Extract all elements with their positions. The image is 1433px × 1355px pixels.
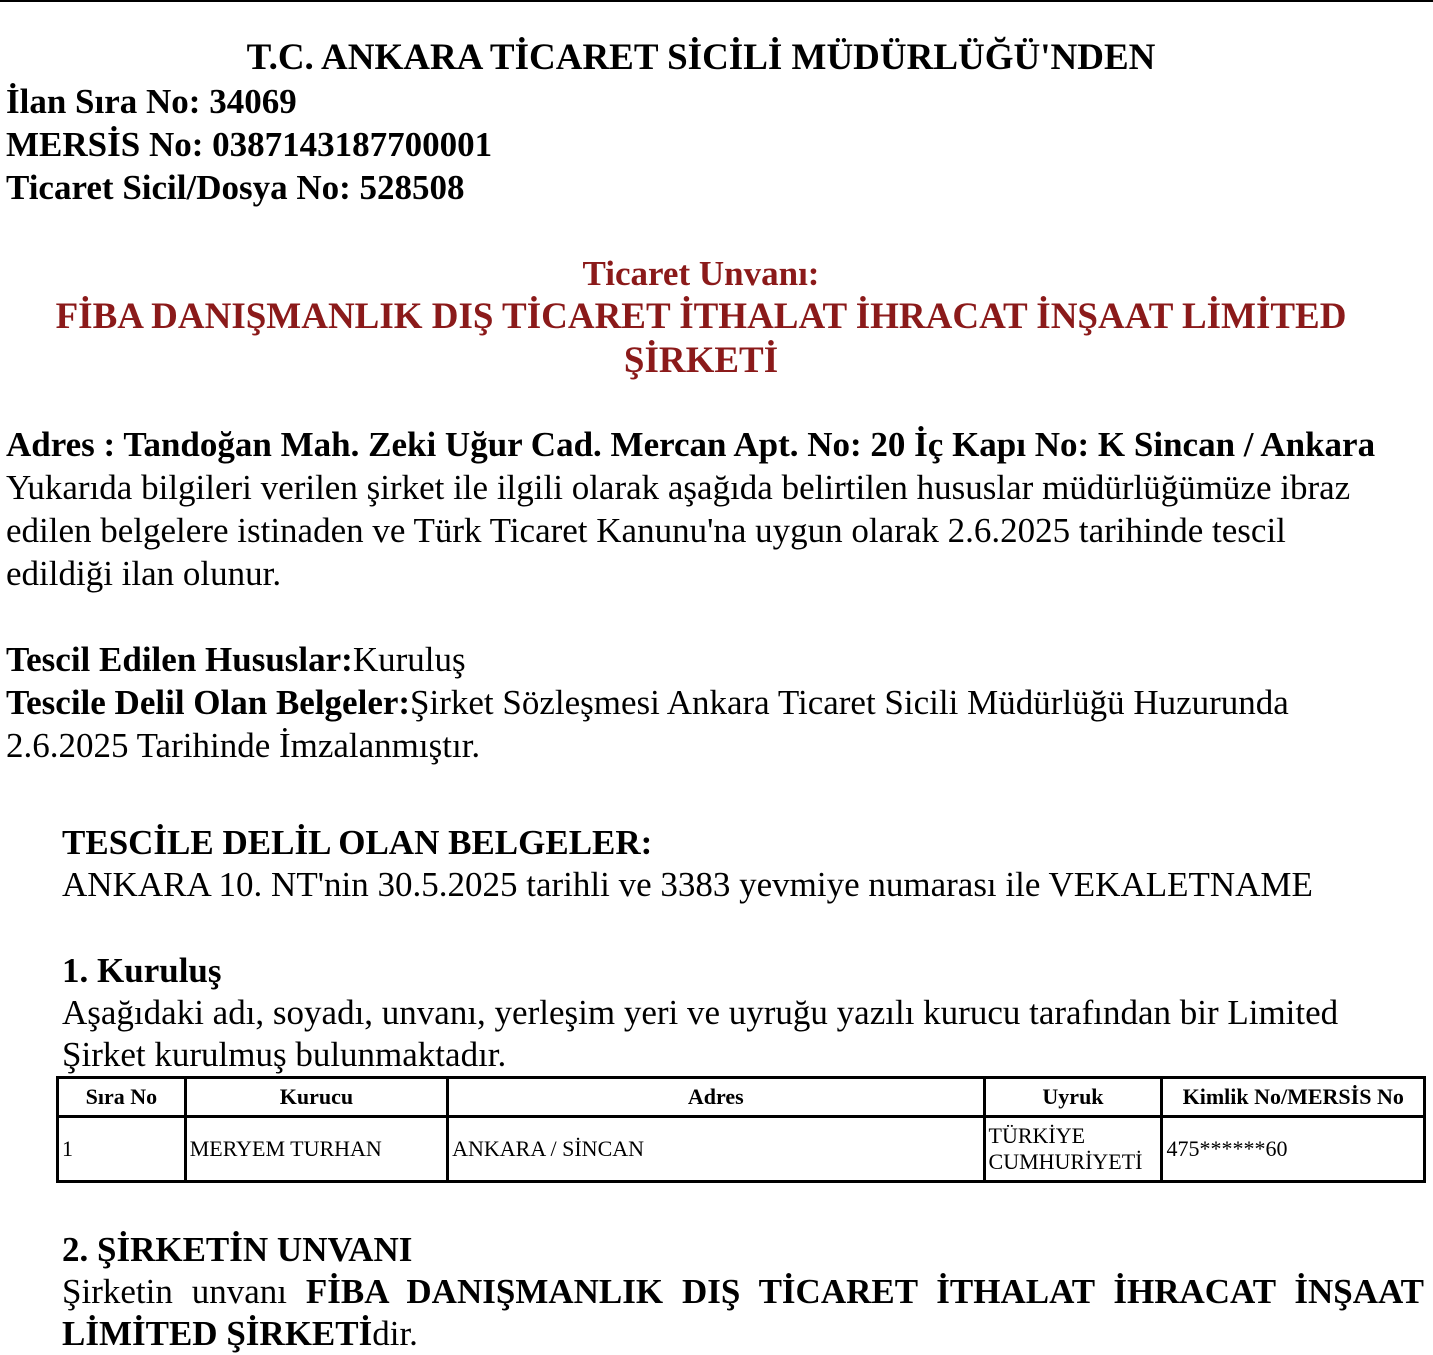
registered-matters-label: Tescil Edilen Hususlar: bbox=[6, 640, 353, 679]
section1-text: Aşağıdaki adı, soyadı, unvanı, yerleşim yeri ve uyruğu yazılı kurucu tarafından bir Limited Şirket kurulmuş bulunmaktadır. bbox=[62, 993, 1339, 1074]
sicil-no: Ticaret Sicil/Dosya No: 528508 bbox=[6, 168, 465, 207]
section2-text bbox=[62, 1271, 1424, 1355]
documents-section bbox=[62, 822, 1424, 906]
founders-table-wrap bbox=[56, 1076, 1426, 1183]
section2-title: 2. ŞİRKETİN UNVANI bbox=[62, 1230, 413, 1269]
col-header-sira: Sıra No bbox=[58, 1078, 186, 1117]
evidence-documents bbox=[6, 681, 1401, 767]
documents-text: ANKARA 10. NT'nin 30.5.2025 tarihli ve 3383 yevmiye numarası ile VEKALETNAME bbox=[62, 865, 1313, 904]
section-kurulus bbox=[62, 950, 1424, 1076]
section2-prefix: Şirketin unvanı bbox=[62, 1272, 306, 1311]
cell-adres: ANKARA / SİNCAN bbox=[448, 1117, 984, 1182]
evidence-value: Şirket Sözleşmesi Ankara Ticaret Sicili Müdürlüğü Huzurunda 2.6.2025 Tarihinde İmzalanmıştır. bbox=[6, 683, 1289, 765]
section-unvan bbox=[62, 1229, 1424, 1355]
cell-kimlik: 475******60 bbox=[1162, 1117, 1425, 1182]
company-name-line1: FİBA DANIŞMANLIK DIŞ TİCARET İTHALAT İHRACAT İNŞAAT LİMİTED bbox=[55, 296, 1347, 337]
cell-sira: 1 bbox=[58, 1117, 186, 1182]
company-name-line2: ŞİRKETİ bbox=[623, 340, 779, 381]
cell-uyruk: TÜRKİYE CUMHURİYETİ bbox=[984, 1117, 1162, 1182]
ilan-sira-no: İlan Sıra No: 34069 bbox=[6, 82, 297, 121]
mersis-no: MERSİS No: 0387143187700001 bbox=[6, 125, 493, 164]
section1-title: 1. Kuruluş bbox=[62, 951, 222, 990]
top-rule bbox=[0, 0, 1433, 2]
section2-company-name: FİBA DANIŞMANLIK DIŞ TİCARET İTHALAT İHRACAT İNŞAAT LİMİTED ŞİRKETİ bbox=[62, 1272, 1424, 1353]
evidence-label: Tescile Delil Olan Belgeler: bbox=[6, 683, 411, 722]
cell-kurucu: MERYEM TURHAN bbox=[185, 1117, 447, 1182]
registered-matters bbox=[6, 638, 1401, 681]
intro-paragraph: Yukarıda bilgileri verilen şirket ile ilgili olarak aşağıda belirtilen hususlar müdürlüğümüze ibraz edilen belgelere istinaden ve Türk Ticaret Kanunu'na uygun olarak 2.6.2025 tarihinde tescil edildiği ilan olunur. bbox=[6, 468, 1351, 593]
col-header-adres: Adres bbox=[448, 1078, 984, 1117]
registered-matters-value: Kuruluş bbox=[352, 640, 466, 679]
table-row bbox=[58, 1117, 1425, 1182]
founders-table bbox=[56, 1076, 1426, 1183]
documents-title: TESCİLE DELİL OLAN BELGELER: bbox=[62, 823, 653, 862]
col-header-uyruk: Uyruk bbox=[984, 1078, 1162, 1117]
col-header-kimlik: Kimlik No/MERSİS No bbox=[1162, 1078, 1425, 1117]
table-header-row bbox=[58, 1078, 1425, 1117]
company-label: Ticaret Unvanı: bbox=[582, 254, 820, 293]
announcement-document bbox=[6, 36, 1426, 767]
registry-title: T.C. ANKARA TİCARET SİCİLİ MÜDÜRLÜĞÜ'NDEN bbox=[246, 37, 1156, 78]
col-header-kurucu: Kurucu bbox=[185, 1078, 447, 1117]
section2-suffix: dir. bbox=[372, 1314, 418, 1353]
company-address: Adres : Tandoğan Mah. Zeki Uğur Cad. Mercan Apt. No: 20 İç Kapı No: K Sincan / Ankara bbox=[6, 425, 1376, 464]
